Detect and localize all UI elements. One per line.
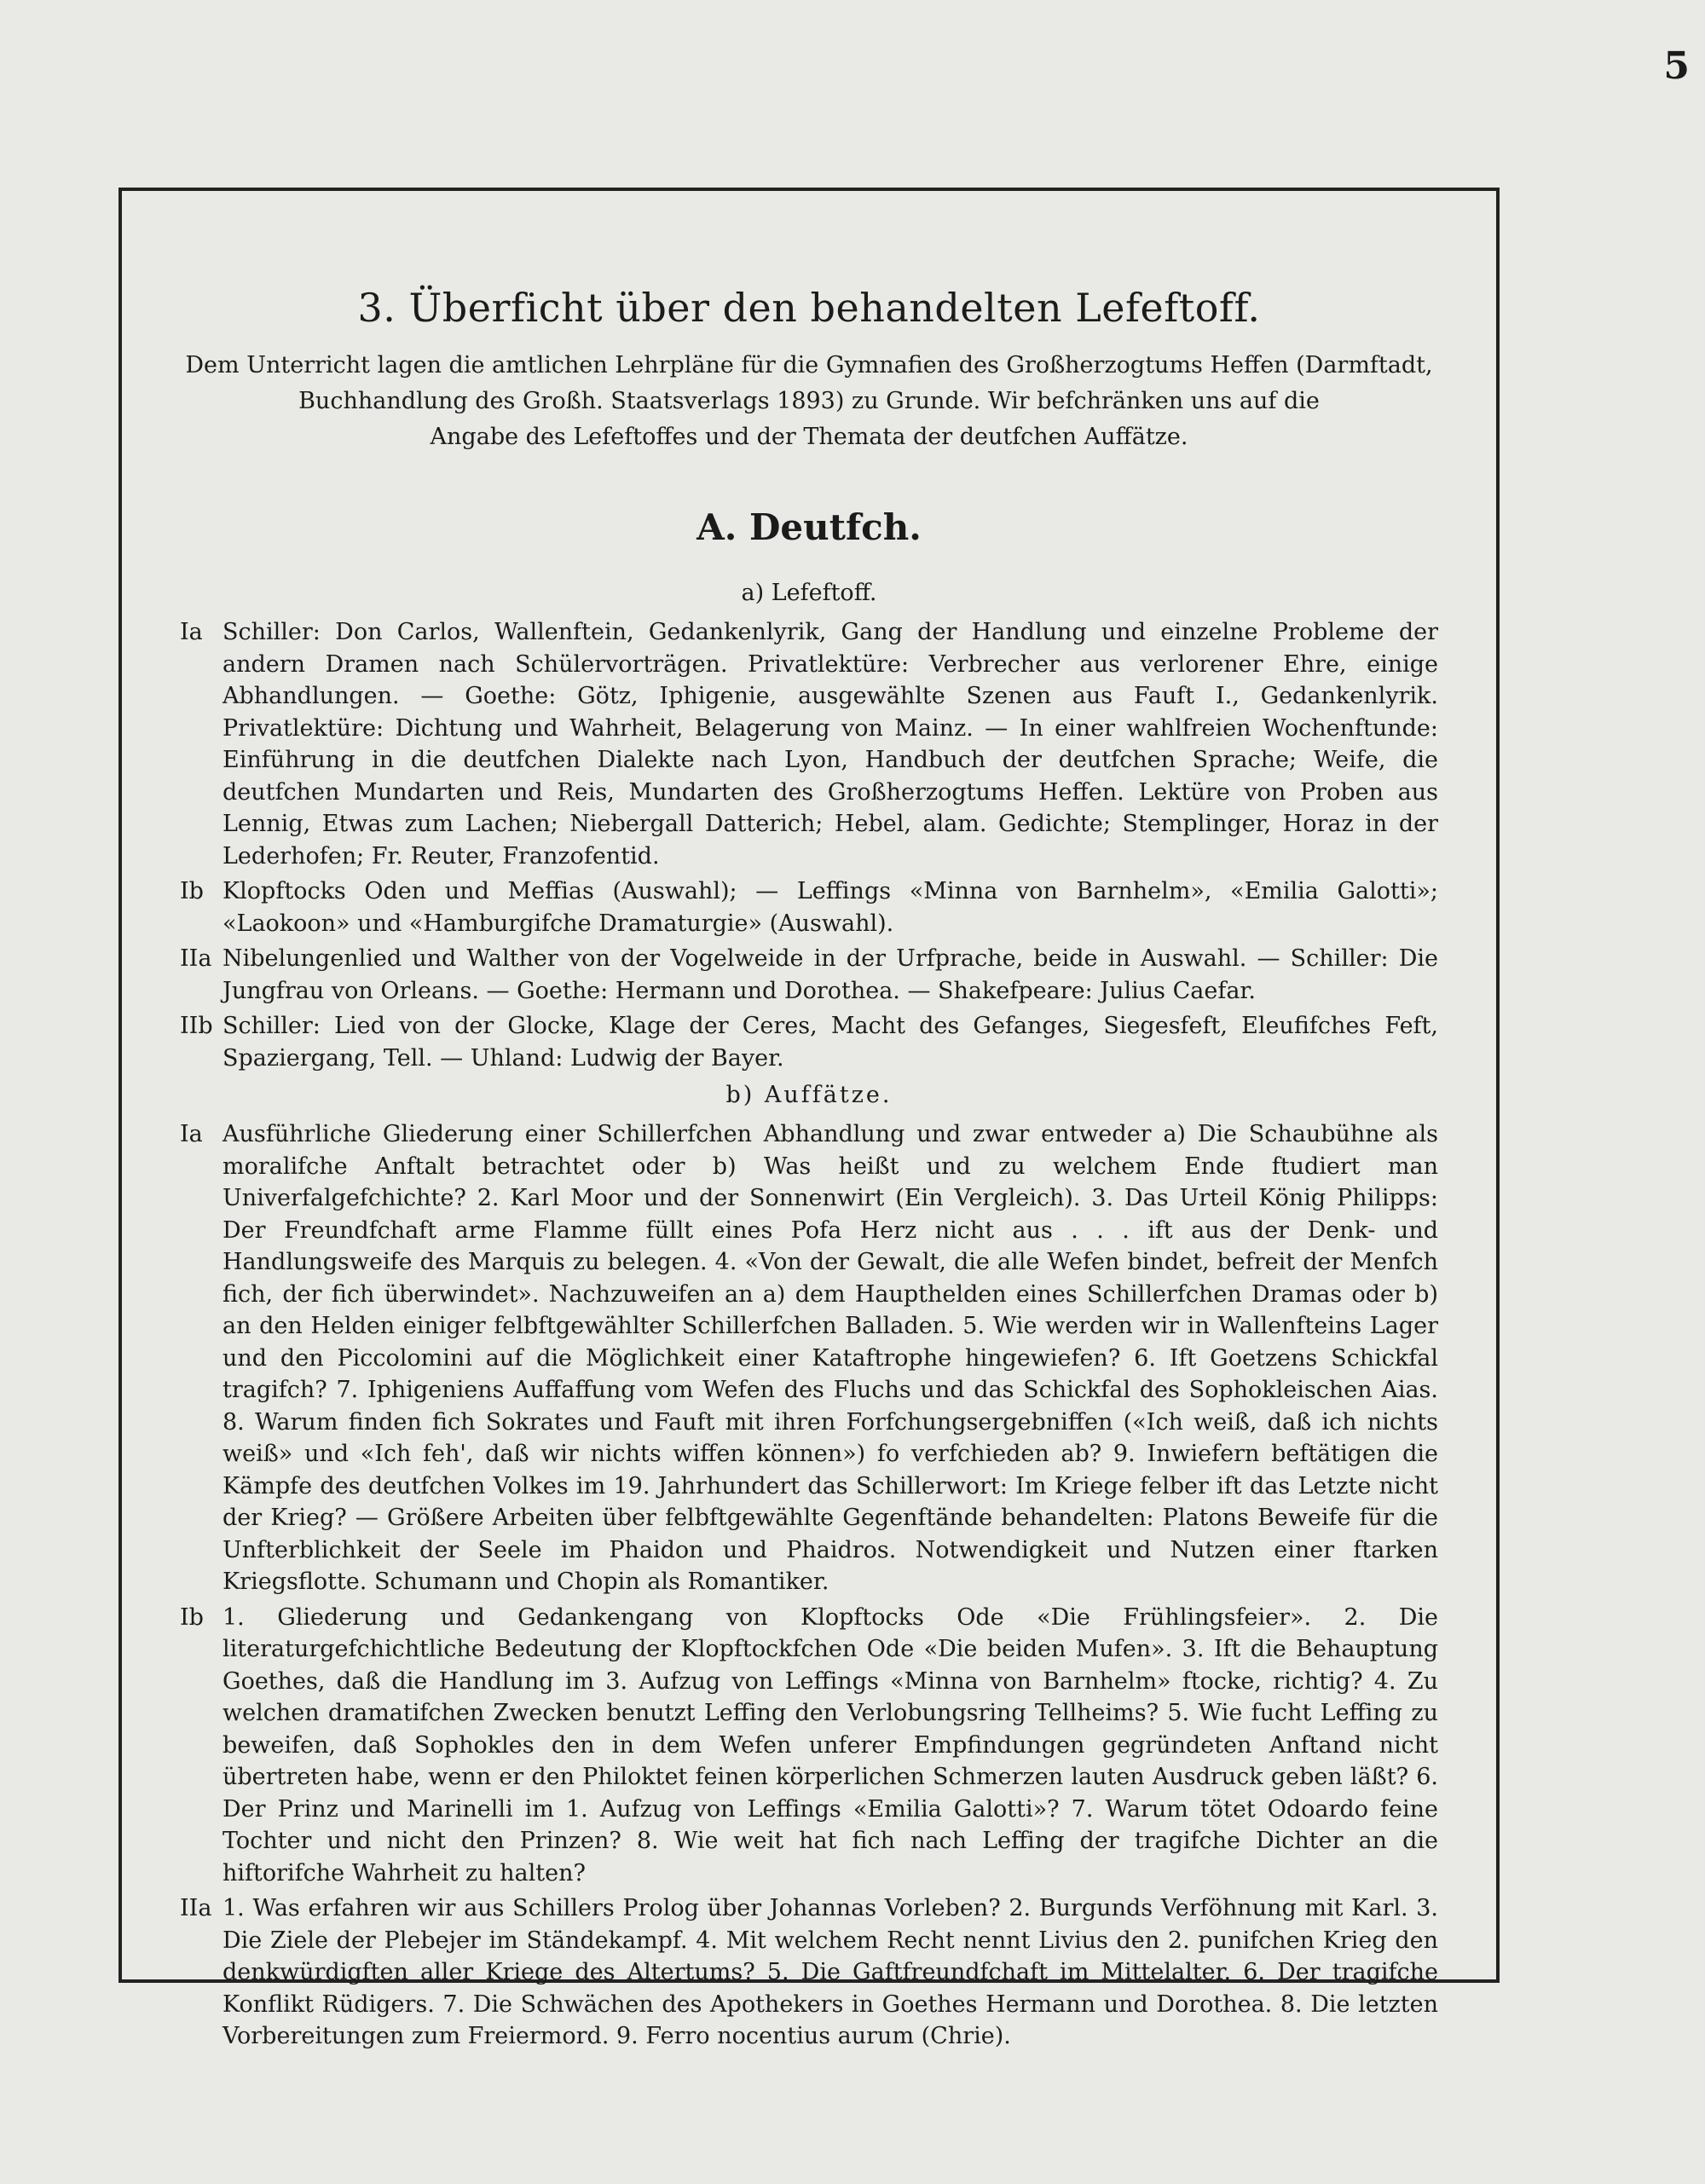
entry-text: Nibelungenlied und Walther von der Vogelweide in der Urfprache, beide in Auswahl. — Schiller: Die Jungfrau von Orleans. — Goethe: Hermann und Dorothea. — Shakefpeare: Julius Caefar. [223, 945, 1438, 1004]
page-number: 5 [1663, 44, 1690, 88]
intro-line: Buchhandlung des Großh. Staatsverlags 1893) zu Grunde. Wir befchränken uns auf die [298, 388, 1320, 414]
section-heading: A. Deutfch. [696, 506, 922, 548]
entry-text: Schiller: Don Carlos, Wallenftein, Gedankenlyrik, Gang der Handlung und einzelne Probleme der andern Dramen nach Schülervorträgen. Privatlektüre: Verbrecher aus verlorener Ehre, einige Abhandlungen. — Goethe: Götz, Iphigenie, ausgewählte Szenen aus Fauft I., Gedankenlyrik. Privatlektüre: Dichtung und Wahrheit, Belagerung von Mainz. — In einer wahlfreien Wochenftunde: Einführung in die deutfchen Dialekte nach Lyon, Handbuch der deutfchen Sprache; Weife, die deutfchen Mundarten und Reis, Mundarten des Großherzogtums Heffen. Lektüre von Proben aus Lennig, Etwas zum Lachen; Niebergall Datterich; Hebel, alam. Gedichte; Stemplinger, Horaz in der Lederhofen; Fr. Reuter, Franzofentid. [223, 619, 1438, 870]
entry-text: Klopftocks Oden und Meffias (Auswahl); — Leffings «Minna von Barnhelm», «Emilia Galotti»; «Laokoon» und «Hamburgifche Dramaturgie» (Auswahl). [223, 878, 1438, 937]
entry-text: Schiller: Lied von der Glocke, Klage der Ceres, Macht des Gefanges, Siegesfeft, Eleufifches Feft, Spaziergang, Tell. — Uhland: Ludwig der Bayer. [223, 1013, 1438, 1072]
page-title: 3. Überficht über den behandelten Lefeftoff. [357, 285, 1261, 331]
intro-line: Angabe des Lefeftoffes und der Themata der deutfchen Auffätze. [430, 424, 1188, 450]
aufsaetze-heading: b) Auffätze. [725, 1082, 893, 1108]
class-label: Ia [180, 619, 203, 645]
lesestoff-heading: a) Lefeftoff. [741, 580, 877, 606]
entry-text: 1. Was erfahren wir aus Schillers Prolog über Johannas Vorleben? 2. Burgunds Verföhnung mit Karl. 3. Die Ziele der Plebejer im Ständekampf. 4. Mit welchem Recht nennt Livius den 2. punifchen Krieg den denkwürdigften aller Kriege des Altertums? 5. Die Gaftfreundfchaft im Mittelalter. 6. Der tragifche Konflikt Rüdigers. 7. Die Schwächen des Apothekers in Goethes Hermann und Dorothea. 8. Die letzten Vorbereitungen zum Freiermord. 9. Ferro nocentius aurum (Chrie). [223, 1895, 1438, 2049]
lesestoff-entry [180, 943, 1438, 1007]
aufsatz-entry [180, 1118, 1438, 1598]
class-label: IIa [180, 945, 212, 972]
entry-text: 1. Gliederung und Gedankengang von Klopftocks Ode «Die Frühlingsfeier». 2. Die literaturgefchichtliche Bedeutung der Klopftockfchen Ode «Die beiden Mufen». 3. Ift die Behauptung Goethes, daß die Handlung im 3. Aufzug von Leffings «Minna von Barnhelm» ftocke, richtig? 4. Zu welchen dramatifchen Zwecken benutzt Leffing den Verlobungsring Tellheims? 5. Wie fucht Leffing zu beweifen, daß Sophokles den in dem Wefen unferer Empfindungen gegründeten Anftand nicht übertreten habe, wenn er den Philoktet feinen körperlichen Schmerzen lauten Ausdruck geben läßt? 6. Der Prinz und Marinelli im 1. Aufzug von Leffings «Emilia Galotti»? 7. Warum tötet Odoardo feine Tochter und nicht den Prinzen? 8. Wie weit hat fich nach Leffing der tragifche Dichter an die hiftorifche Wahrheit zu halten? [223, 1603, 1438, 1886]
lesestoff-entry [180, 616, 1438, 872]
aufsatz-entry [180, 1602, 1438, 1890]
class-label: IIb [180, 1013, 213, 1039]
class-label: Ia [180, 1121, 203, 1147]
aufsatz-entry [180, 1892, 1438, 2053]
intro-paragraph [180, 348, 1438, 455]
lesestoff-entry [180, 1010, 1438, 1074]
entry-text: Ausführliche Gliederung einer Schillerfchen Abhandlung und zwar entweder a) Die Schaubühne als moralifche Anftalt betrachtet oder b) Was heißt und zu welchem Ende ftudiert man Univerfalgefchichte? 2. Karl Moor und der Sonnenwirt (Ein Vergleich). 3. Das Urteil König Philipps: Der Freundfchaft arme Flamme füllt eines Pofa Herz nicht aus . . . ift aus der Denk- und Handlungsweife des Marquis zu belegen. 4. «Von der Gewalt, die alle Wefen bindet, befreit der Menfch fich, der fich überwindet». Nachzuweifen an a) dem Haupthelden eines Schillerfchen Dramas oder b) an den Helden einiger felbftgewählter Schillerfchen Balladen. 5. Wie werden wir in Wallenfteins Lager und den Piccolomini auf die Möglichkeit einer Kataftrophe hingewiefen? 6. Ift Goetzens Schickfal tragifch? 7. Iphigeniens Auffaffung vom Wefen des Fluchs und das Schickfal des Sophokleischen Aias. 8. Warum finden fich Sokrates und Fauft mit ihren Forfchungsergebniffen («Ich weiß, daß ich nichts weiß» und «Ich feh', daß wir nichts wiffen können») fo verfchieden ab? 9. Inwiefern beftätigen die Kämpfe des deutfchen Volkes im 19. Jahrhundert das Schillerwort: Im Kriege felber ift das Letzte nicht der Krieg? — Größere Arbeiten über felbftgewählte Gegenftände behandelten: Platons Beweife für die Unfterblichkeit der Seele im Phaidon und Phaidros. Notwendigkeit und Nutzen einer ftarken Kriegsflotte. Schumann und Chopin als Romantiker. [223, 1121, 1438, 1595]
intro-line: Dem Unterricht lagen die amtlichen Lehrpläne für die Gymnafien des Großherzogtums Heffen (Darmftadt, [185, 352, 1433, 378]
class-label: Ib [180, 878, 204, 904]
class-label: IIa [180, 1895, 212, 1921]
lesestoff-entry [180, 875, 1438, 939]
class-label: Ib [180, 1603, 204, 1631]
content-frame [118, 188, 1500, 2049]
